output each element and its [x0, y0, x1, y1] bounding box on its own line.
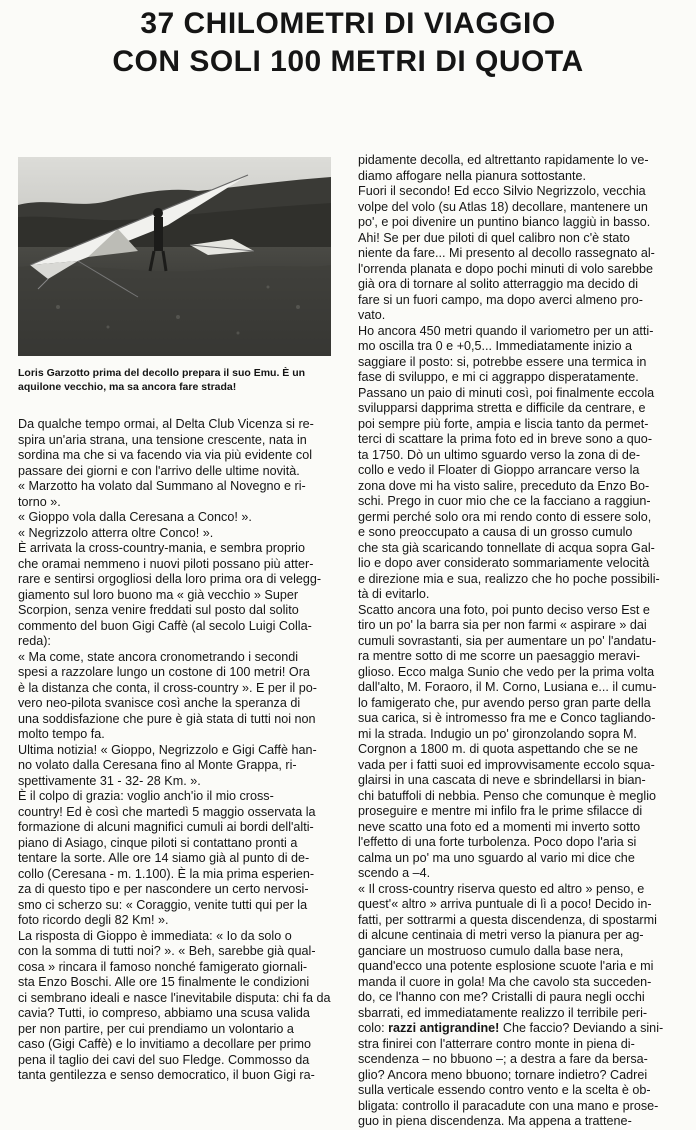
text-line: Scorpion, senza venire freddati sul posto dal solito — [18, 603, 299, 617]
hang-glider-photo-image — [18, 157, 331, 356]
text-line: tentare la sorte. Alle ore 14 siamo già al punto di de- — [18, 851, 310, 865]
text-line: giamento sul loro buono ma « già vecchio » Super — [18, 587, 299, 602]
text-line: ganciare un mostruoso cumulo dalla base nera, — [358, 943, 624, 958]
text-line: Da qualche tempo ormai, al Delta Club Vicenza si re- — [18, 417, 314, 431]
text-line: sta Enzo Boschi. Alle ore 15 finalmente le condizioni — [18, 975, 310, 989]
text-line: quand'ecco una potente esplosione scuote l'aria e mi — [358, 959, 654, 973]
text-line: sua carica, si è intromesso fra me e Conco tagliando- — [358, 711, 656, 725]
text-line: ra mentre sotto di me scorre un paesaggio meravi- — [358, 649, 641, 663]
text-line: che sta già scaricando tonnellate di acqua sopra Gal- — [358, 540, 655, 555]
text-line: formazione di alcuni magnifici cumuli ai bordi dell'alti- — [18, 820, 314, 834]
text-line: guo in piena discendenza. Ma appena a trattene- — [358, 1114, 632, 1128]
text-line: no volato dalla Ceresana fino al Monte Grappa, ri- — [18, 758, 297, 772]
text-line: che oramai nemmeno i nuovi piloti possano più atter- — [18, 556, 314, 571]
text-line: sbarrati, ed immediatamente realizzo il terribile peri- — [358, 1005, 648, 1020]
text-line: Passano un paio di minuti così, poi finalmente eccola — [358, 385, 655, 400]
text-line: volpe del volo (su Atlas 18) decollare, mantenere un — [358, 199, 648, 214]
text-line: spira un'aria strana, una tensione crescente, nata in — [18, 432, 307, 447]
hang-glider-photo — [18, 157, 331, 356]
text-line: l'orrenda planata e dopo pochi minuti di volo sarebbe — [358, 261, 654, 276]
text-line: poi sempre più forte, ampia e liscia tanto da permet- — [358, 416, 649, 431]
text-line: lo famigerato che, pur avendo perso gran parte della — [358, 695, 651, 710]
text-line: quest'« altro » arriva puntuale di lì a poco! Decido in- — [358, 897, 652, 911]
article-column-left — [18, 417, 334, 1084]
text-line: reda): — [18, 634, 51, 648]
text-line: lio e dopo aver considerato sommariamente velocità — [358, 556, 650, 570]
text-line: tiro un po' la barra sia per non farmi « aspirare » dai — [358, 618, 647, 632]
text-line: Ahi! Se per due piloti di quel calibro non c'è stato — [358, 230, 630, 245]
text-line: e sono preoccupato a causa di un grosso cumulo — [358, 525, 633, 539]
text-fragment: colo: — [358, 1021, 389, 1035]
text-line: rare e sentirsi orgogliosi della loro prima ora di velegg- — [18, 572, 322, 586]
text-line: fatti, per sottrarmi a questa discendenza, di spostarmi — [358, 912, 657, 927]
text-line: foto ricordo degli 82 Km! ». — [18, 913, 169, 927]
text-line: « Negrizzolo atterra oltre Conco! ». — [18, 525, 214, 540]
text-line: Fuori il secondo! Ed ecco Silvio Negrizzolo, vecchia — [358, 184, 646, 198]
text-line: neve scatto una foto ed a momenti mi inverto sotto — [358, 819, 641, 834]
text-line: È il colpo di grazia: voglio anch'io il mio cross- — [18, 789, 274, 803]
article-title-line-2: CON SOLI 100 METRI DI QUOTA — [112, 45, 584, 78]
text-line: mi la strada. Indugio un po' gironzolando sopra M. — [358, 726, 637, 741]
text-line: terci di scattare la prima foto ed in breve sono a quo- — [358, 432, 653, 446]
text-line: piano di Asiago, cinque piloti si contattano pronti a — [18, 835, 298, 850]
text-line: caso (Gigi Caffè) e lo invitiamo a decollare per primo — [18, 1037, 312, 1051]
text-line: « Gioppo vola dalla Ceresana a Conco! ». — [18, 510, 252, 524]
text-line: za di questo tipo e per nascondere un certo nervosi- — [18, 882, 309, 896]
text-line: ta 1750. Dò un ultimo sguardo verso la zona di de- — [358, 447, 641, 462]
text-line: una soddisfazione che pure è già stata di tutti noi non — [18, 711, 316, 726]
text-line: collo (Ceresana - m. 1.100). È la mia prima esperien- — [18, 866, 315, 881]
article-column-right — [358, 153, 680, 1130]
text-line: bligata: controllo il paracadute con una mano e prose- — [358, 1098, 659, 1113]
text-line: svilupparsi dapprima stretta e difficile da centrare, e — [358, 401, 646, 415]
text-line — [358, 1021, 680, 1037]
text-line: e direzione mia e sua, realizzo che ho poche possibili- — [358, 571, 660, 586]
text-line: Corgnon a 1800 m. di quota aspettando che se ne — [358, 742, 639, 756]
text-line: cosa » rincara il famoso nonché famigerato giornali- — [18, 959, 308, 974]
text-line: saggiare il posto: si, potrebbe essere una termica in — [358, 354, 647, 369]
text-line: zona dove mi ha visto salire, preceduto da Enzo Bo- — [358, 478, 650, 493]
text-line: smo ci scherzo su: « Coraggio, venite tutti qui per la — [18, 897, 308, 912]
text-line: per non partire, per cui prendiamo un volontario a — [18, 1021, 294, 1036]
text-line: niente da fare... Mi presento al decollo rassegnato al- — [358, 246, 655, 260]
text-line: l'effetto di una forte turbolenza. Poco dopo l'aria si — [358, 835, 637, 849]
text-line: proseguire e mentre mi infilo fra le prime sfilacce di — [358, 804, 643, 818]
text-line: tanta gentilezza e senso democratico, il buon Gigi ra- — [18, 1068, 315, 1082]
text-line: vero neo-pilota svanisce così anche la speranza di — [18, 696, 301, 710]
text-line: po', e poi divenire un puntino bianco laggiù in basso. — [358, 215, 651, 229]
text-line: spesi a razzolare lungo un costone di 100 metri! Ora — [18, 665, 310, 679]
text-line: « Ma come, state ancora cronometrando i secondi — [18, 649, 299, 664]
text-line: « Marzotto ha volato dal Summano al Novegno e ri- — [18, 479, 306, 493]
text-line: scendo a –4. — [358, 866, 431, 880]
emphasis-text: razzi antigrandine! — [388, 1021, 500, 1035]
text-line: È arrivata la cross-country-mania, e sembra proprio — [18, 541, 305, 555]
text-line: do, ce l'hanno con me? Cristalli di paura negli occhi — [358, 990, 645, 1004]
text-line: germi perché solo ora mi rendo conto di essere solo, — [358, 509, 652, 524]
text-line: molto tempo fa. — [18, 727, 105, 741]
text-line: sulla verticale essendo contro vento e la scelta è ob- — [358, 1083, 651, 1097]
text-line: collo e vedo il Floater di Gioppo arrancare verso la — [358, 463, 640, 477]
text-line: glio? Ancora meno bbuono; tornare indietro? Cadrei — [358, 1067, 648, 1082]
text-line: cavia? Tutti, io compreso, abbiamo una scusa valida — [18, 1006, 310, 1020]
text-line: pena il taglio dei cavi del suo Fledge. Commosso da — [18, 1052, 310, 1067]
text-line: già ora di tornare al solito atterraggio ma decido di — [358, 277, 639, 291]
photo-caption: Loris Garzotto prima del decollo prepara il suo Emu. È un aquilone vecchio, ma sa ancora fare strada! — [18, 367, 306, 393]
text-line: è la distanza che conta, il cross-country ». E per il po- — [18, 680, 317, 695]
text-line: manda il cuore in gola! Ma che cavolo sta succeden- — [358, 974, 652, 989]
text-line: dall'alto, M. Foraoro, il M. Corno, Lusiana e... il cumu- — [358, 680, 657, 694]
text-line: con la somma di tutti noi? ». « Beh, sarebbe già qual- — [18, 944, 316, 958]
text-line: glairsi in una cascata di neve e sbrindellarsi in bian- — [358, 773, 646, 787]
text-line: passare dei giorni e con l'arrivo delle ultime novità. — [18, 463, 300, 478]
text-line: fase di sviluppo, e mi ci aggrappo disperatamente. — [358, 370, 639, 384]
text-line: Ho ancora 450 metri quando il variometro per un atti- — [358, 323, 654, 338]
text-line: vada per i fatti suoi ed improvvisamente eccolo squa- — [358, 757, 655, 772]
text-line: Scatto ancora una foto, poi punto deciso verso Est e — [358, 602, 650, 617]
text-line: calma un po' ma uno sguardo al vario mi dice che — [358, 850, 635, 865]
text-line: glioso. Ecco malga Sunio che vedo per la prima volta — [358, 664, 655, 679]
text-line: La risposta di Gioppo è immediata: « Io da solo o — [18, 928, 292, 943]
text-line: vato. — [358, 308, 386, 322]
text-line: fare si un fuori campo, ma dopo averci almeno pro- — [358, 292, 643, 307]
text-line: diamo affogare nella pianura sottostante. — [358, 168, 587, 183]
text-line: Ultima notizia! « Gioppo, Negrizzolo e Gigi Caffè han- — [18, 742, 317, 757]
text-line: schi. Prego in cuor mio che ce la facciano a raggiun- — [358, 494, 651, 508]
text-line: torno ». — [18, 494, 61, 509]
text-line: scendenza – no bbuono –; a destra a fare da bersa- — [358, 1052, 648, 1066]
text-line: cumuli sovrastanti, sia per aumentare un po' l'andatu- — [358, 633, 657, 648]
text-line: « Il cross-country riserva questo ed altro » penso, e — [358, 881, 645, 896]
text-line: chi batuffoli di nebbia. Penso che comunque è meglio — [358, 788, 657, 803]
text-fragment: Che faccio? Deviando a sini- — [499, 1021, 664, 1035]
text-line: pidamente decolla, ed altrettanto rapidamente lo ve- — [358, 153, 649, 167]
text-line: country! Ed è così che martedì 5 maggio osservata la — [18, 804, 316, 819]
text-line: mo oscilla tra 0 e +0,5... Immediatamente inizio a — [358, 339, 633, 353]
text-line: sordina ma che si va facendo via via più evidente col — [18, 448, 313, 462]
article-title-line-1: 37 CHILOMETRI DI VIAGGIO — [140, 7, 556, 40]
text-line: stra finirei con l'atterrare contro monte in piena di- — [358, 1036, 635, 1051]
text-line: di alcune centinaia di metri verso la pianura per ag- — [358, 928, 644, 942]
text-line: ci sembrano ideali e nasce l'inevitabile disputa: chi fa da — [18, 990, 331, 1005]
text-line: tà di evitarlo. — [358, 587, 430, 601]
text-line: spettivamente 31 - 32- 28 Km. ». — [18, 773, 201, 788]
text-line: commento del buon Gigi Caffè (al secolo Luigi Colla- — [18, 618, 312, 633]
